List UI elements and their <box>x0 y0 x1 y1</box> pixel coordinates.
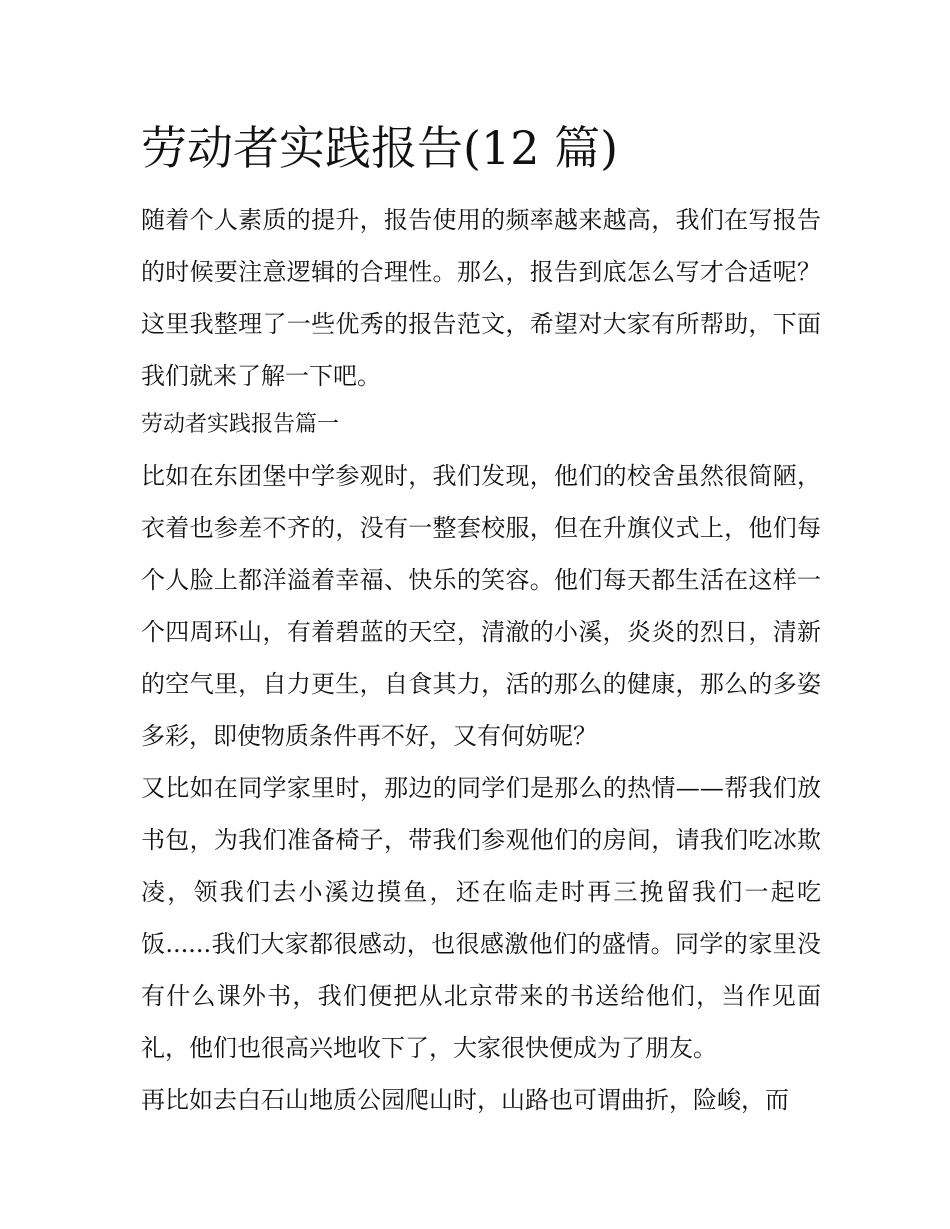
body-paragraph-3: 再比如去白石山地质公园爬山时，山路也可谓曲折，险峻，而 <box>141 1086 789 1114</box>
document-page <box>141 112 821 1126</box>
body-paragraph-2: 又比如在同学家里时，那边的同学们是那么的热情——帮我们放书包，为我们准备椅子，带我们参观他们的房间，请我们吃冰欺凌，领我们去小溪边摸鱼，还在临走时再三挽留我们一起吃饭......我们大家都很感动，也很感激他们的盛情。同学的家里没有什么课外书，我们便把从北京带来的书送给他们，当作见面礼，他们也很高兴地收下了，大家很快便成为了朋友。 <box>141 774 821 1062</box>
intro-paragraph: 随着个人素质的提升，报告使用的频率越来越高，我们在写报告的时候要注意逻辑的合理性。那么，报告到底怎么写才合适呢？这里我整理了一些优秀的报告范文，希望对大家有所帮助，下面我们就来了解一下吧。 <box>141 206 821 390</box>
body-paragraph-1: 比如在东团堡中学参观时，我们发现，他们的校舍虽然很简陋，衣着也参差不齐的，没有一整套校服，但在升旗仪式上，他们每个人脸上都洋溢着幸福、快乐的笑容。他们每天都生活在这样一个四周环山，有着碧蓝的天空，清澈的小溪，炎炎的烈日，清新的空气里，自力更生，自食其力，活的那么的健康，那么的多姿多彩，即使物质条件再不好，又有何妨呢？ <box>141 462 821 750</box>
document-title: 劳动者实践报告(12 篇) <box>141 121 619 175</box>
section-heading: 劳动者实践报告篇一 <box>141 412 340 437</box>
